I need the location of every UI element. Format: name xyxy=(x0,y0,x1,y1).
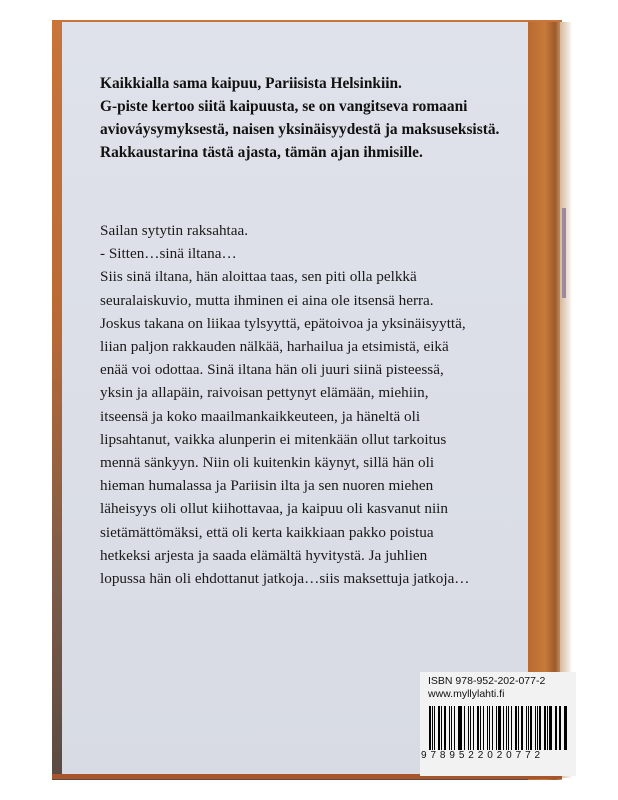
barcode-bar xyxy=(528,706,529,750)
barcode-bar xyxy=(429,706,431,750)
blurb-line: aviováysymyksestä, naisen yksinäisyydestä ja maksuseksistä. xyxy=(100,121,500,138)
barcode-bar xyxy=(547,706,548,750)
isbn-info xyxy=(428,675,545,701)
barcode-bar xyxy=(496,706,498,750)
excerpt-line: Sailan sytytin raksahtaa. xyxy=(100,222,249,239)
barcode-bar xyxy=(451,706,452,750)
barcode-bar xyxy=(438,706,440,750)
barcode-bar xyxy=(441,706,442,750)
barcode-bar xyxy=(483,706,484,750)
front-cover-edge xyxy=(560,22,572,778)
barcode-bar xyxy=(559,706,561,750)
barcode-bar xyxy=(549,706,551,750)
barcode-bar xyxy=(556,706,557,750)
barcode-bar xyxy=(518,706,519,750)
barcode-bar xyxy=(508,706,509,750)
blurb-line: Kaikkialla sama kaipuu, Pariisista Helsinkiin. xyxy=(100,75,402,92)
blurb-line: G-piste kertoo siitä kaipuusta, se on vangitseva romaani xyxy=(100,98,468,115)
publisher-website: www.myllylahti.fi xyxy=(428,688,505,700)
barcode-bar xyxy=(492,706,493,750)
barcode-bar xyxy=(498,706,500,750)
barcode-bar xyxy=(489,706,490,750)
excerpt-line: lopussa hän oli ehdottanut jatkoja…siis maksettuja jatkoja… xyxy=(100,570,470,588)
excerpt-line: hetkeksi arjesta ja saada elämältä hyvitystä. Ja juhlien xyxy=(100,546,428,564)
barcode-bar xyxy=(511,706,513,750)
barcode-bar xyxy=(526,706,527,750)
barcode-bar xyxy=(449,706,451,750)
barcode-bar xyxy=(480,706,481,750)
barcode-bar xyxy=(473,706,475,750)
excerpt-line: läheisyys oli ollut kiihottavaa, ja kaipuu oli kasvanut niin xyxy=(100,500,448,518)
barcode-bar xyxy=(458,706,459,750)
isbn-number: ISBN 978-952-202-077-2 xyxy=(428,675,546,687)
excerpt-line: hieman humalassa ja Pariisin ilta ja sen nuoren miehen xyxy=(100,477,434,495)
barcode-bar xyxy=(454,706,455,750)
excerpt-line: liian paljon rakkauden nälkää, harhailua ja etsimistä, eikä xyxy=(100,338,449,356)
barcode-bar xyxy=(565,706,567,750)
front-cover-image-edge xyxy=(562,208,566,298)
excerpt-line: lipsahtanut, vaikka alunperin ei mitenkään ollut tarkoitus xyxy=(100,430,447,448)
barcode-bar xyxy=(539,706,541,750)
barcode-bar xyxy=(535,706,536,750)
barcode xyxy=(429,706,569,750)
barcode-bar xyxy=(503,706,504,750)
barcode-bar xyxy=(444,706,446,750)
barcode-bar xyxy=(434,706,435,750)
barcode-bar xyxy=(470,706,471,750)
barcode-bar xyxy=(432,706,433,750)
barcode-bar xyxy=(544,706,546,750)
barcode-bar xyxy=(530,706,532,750)
excerpt-line: seuralaiskuvio, mutta ihminen ei aina ole itsensä herra. xyxy=(100,291,434,309)
excerpt-line: enää voi odottaa. Sinä iltana hän oli juuri siinä pisteessä, xyxy=(100,361,444,379)
blurb-line: Rakkaustarina tästä ajasta, tämän ajan ihmisille. xyxy=(100,144,423,161)
barcode-bar xyxy=(555,706,556,750)
barcode-bar xyxy=(459,706,461,750)
barcode-bar xyxy=(515,706,517,750)
excerpt-line: sietämättömäksi, että oli kerta kaikkiaan pakko poistua xyxy=(100,523,434,541)
excerpt-line: Joskus takana on liikaa tylsyyttä, epätoivoa ja yksinäisyyttä, xyxy=(100,314,466,332)
book-spine xyxy=(528,22,562,780)
barcode-bar xyxy=(521,706,523,750)
barcode-bar xyxy=(477,706,479,750)
barcode-bar xyxy=(564,706,565,750)
barcode-bar xyxy=(537,706,538,750)
barcode-bar xyxy=(506,706,507,750)
excerpt-line: yksin ja allapäin, raivoisan pettynyt elämään, miehiin, xyxy=(100,384,429,402)
blurb-text xyxy=(100,72,499,164)
excerpt-line: Siis sinä iltana, hän aloittaa taas, sen piti olla pelkkä xyxy=(100,268,417,286)
excerpt-text xyxy=(100,219,470,590)
barcode-bar xyxy=(487,706,489,750)
excerpt-line: itseensä ja koko maailmankaikkeuteen, ja häneltä oli xyxy=(100,407,421,425)
excerpt-line: - Sitten…sinä iltana… xyxy=(100,245,237,263)
barcode-digits: 9789522020772 xyxy=(421,750,544,761)
barcode-bar xyxy=(464,706,466,750)
barcode-bar xyxy=(468,706,469,750)
excerpt-line: mennä sänkyyn. Niin oli kuitenkin käynyt, sillä hän oli xyxy=(100,454,435,472)
